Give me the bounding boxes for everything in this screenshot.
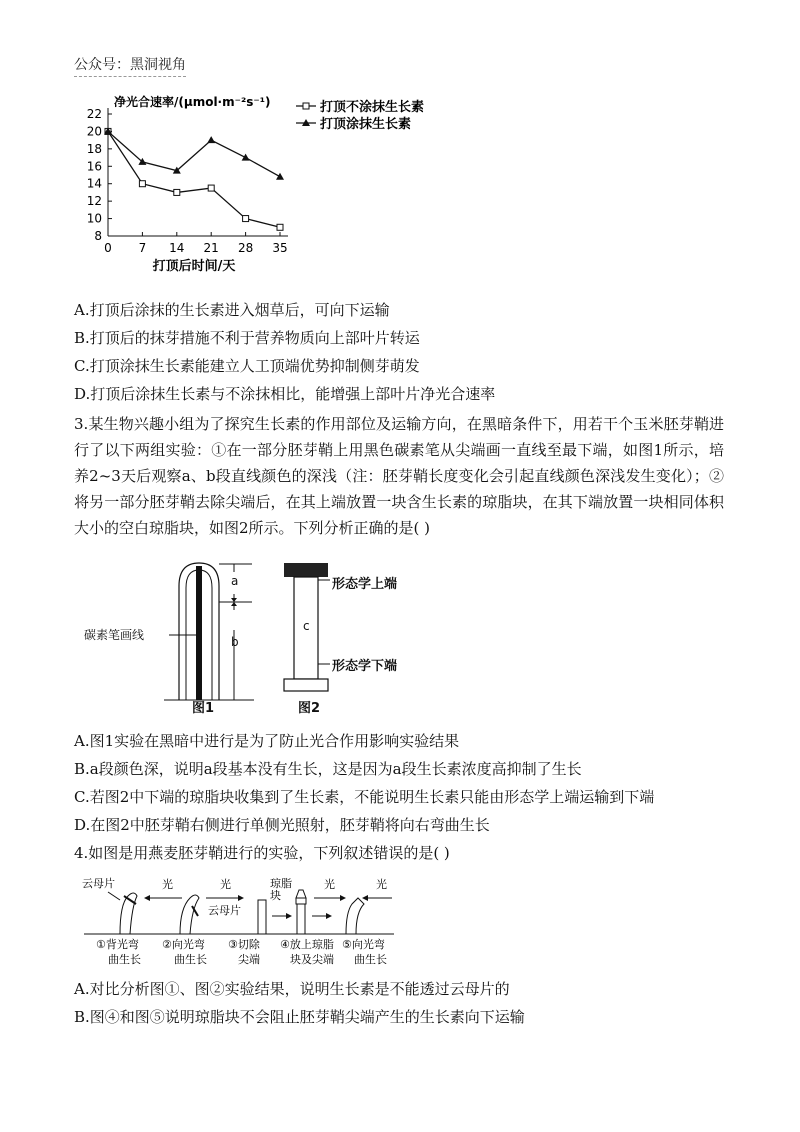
legend-label-2: 打顶涂抹生长素	[320, 117, 412, 132]
point-square	[139, 181, 145, 187]
y-tick-label: 18	[86, 141, 102, 156]
label-lower-end: 形态学下端	[332, 659, 398, 674]
y-tick-label: 8	[94, 229, 102, 243]
y-tick-label: 14	[86, 176, 102, 191]
photosynthesis-line-chart	[74, 92, 454, 287]
point-triangle	[207, 136, 215, 143]
mica-label-2: 云母片	[208, 904, 241, 917]
caption-4b: 块及尖端	[290, 953, 334, 966]
carbon-pen-line	[196, 566, 202, 700]
q2-option-d: D.打顶后涂抹生长素与不涂抹相比，能增强上部叶片净光合速率	[74, 385, 496, 403]
caption-4a: ④放上琼脂	[280, 938, 334, 951]
caption-2b: 曲生长	[174, 953, 207, 966]
fig1-coleoptile	[179, 563, 219, 700]
q2-option-b: B.打顶后的抹芽措施不利于营养物质向上部叶片转运	[74, 329, 420, 347]
agar-label-2: 块	[270, 889, 281, 902]
light-label-1: 光	[162, 878, 173, 891]
point-square	[277, 224, 283, 230]
legend-label-1: 打顶不涂抹生长素	[320, 100, 425, 115]
q2-option-a: A.打顶后涂抹的生长素进入烟草后，可向下运输	[74, 301, 390, 319]
point-triangle	[242, 154, 250, 161]
x-tick-label: 21	[203, 241, 219, 255]
q3-option-b: B.a段颜色深，说明a段基本没有生长，这是因为a段生长素浓度高抑制了生长	[74, 760, 582, 778]
caption-2a: ②向光弯	[162, 938, 205, 951]
fig2-caption: 图2	[298, 701, 321, 716]
x-tick-label: 35	[272, 241, 288, 255]
q4-option-b: B.图④和图⑤说明琼脂块不会阻止胚芽鞘尖端产生的生长素向下运输	[74, 1008, 525, 1026]
oat-coleoptile-experiment-figure	[74, 876, 404, 968]
caption-5b: 曲生长	[354, 953, 387, 966]
x-tick-label: 7	[138, 241, 147, 255]
q3-stem: 3.某生物兴趣小组为了探究生长素的作用部位及运输方向，在黑暗条件下，用若干个玉米胚芽鞘进行了以下两组实验：①在一部分胚芽鞘上用黑色碳素笔从尖端画一直线至最下端，如图1所示，培养2~3天后观察a、b段直线颜色的深浅（注：胚芽鞘长度变化会引起直线颜色深浅发生变化）；②将另一部分胚芽鞘去除尖端后，在其上端放置一块含生长素的琼脂块，在其下端放置一块相同体积大小的空白琼脂块，如图2所示。下列分析正确的是( )	[74, 415, 724, 537]
y-tick-label: 10	[86, 211, 102, 226]
y-tick-label: 22	[86, 107, 102, 121]
q2-option-c: C.打顶涂抹生长素能建立人工顶端优势抑制侧芽萌发	[74, 357, 420, 375]
q3-option-a: A.图1实验在黑暗中进行是为了防止光合作用影响实验结果	[74, 732, 460, 750]
y-tick-label: 12	[86, 194, 102, 209]
light-label-4: 光	[376, 878, 387, 891]
mica-label-1: 云母片	[82, 877, 115, 890]
x-tick-label: 0	[104, 241, 112, 255]
label-c: c	[303, 619, 310, 633]
caption-5a: ⑤向光弯	[342, 938, 385, 951]
x-tick-label: 28	[237, 241, 254, 255]
point-triangle	[276, 173, 284, 180]
agar-block-with-auxin	[284, 563, 328, 577]
q3-option-d: D.在图2中胚芽鞘右侧进行单侧光照射，胚芽鞘将向右弯曲生长	[74, 816, 490, 834]
light-label-2: 光	[220, 878, 231, 891]
label-a: a	[231, 574, 239, 588]
caption-1a: ①背光弯	[96, 938, 139, 951]
label-b: b	[231, 635, 239, 649]
q3-option-c: C.若图2中下端的琼脂块收集到了生长素，不能说明生长素只能由形态学上端运输到下端	[74, 788, 655, 806]
blank-agar-block	[284, 679, 328, 691]
series-line-1	[108, 131, 280, 227]
x-tick-label: 14	[169, 241, 185, 255]
legend-marker-square	[303, 103, 309, 109]
caption-1b: 曲生长	[108, 953, 141, 966]
chart-title: 净光合速率/(μmol·m⁻²s⁻¹)	[114, 95, 271, 109]
pen-line-label: 碳素笔画线	[84, 628, 145, 642]
y-tick-label: 20	[86, 124, 102, 139]
point-square	[243, 216, 249, 222]
y-tick-label: 16	[86, 159, 102, 174]
watermark: 公众号：黑洞视角	[74, 54, 186, 77]
q4-stem: 4.如图是用燕麦胚芽鞘进行的实验，下列叙述错误的是( )	[74, 844, 450, 862]
x-axis-label: 打顶后时间/天	[152, 259, 236, 274]
point-square	[208, 185, 214, 191]
caption-3a: ③切除	[228, 938, 260, 951]
fig1-caption: 图1	[192, 701, 215, 716]
coleoptile-figures	[74, 558, 454, 718]
q4-option-a: A.对比分析图①、图②实验结果，说明生长素是不能透过云母片的	[74, 980, 510, 998]
label-upper-end: 形态学上端	[332, 577, 398, 592]
point-square	[174, 189, 180, 195]
caption-3b: 尖端	[238, 953, 260, 966]
light-label-3: 光	[324, 878, 335, 891]
agar-label: 琼脂	[270, 877, 292, 890]
